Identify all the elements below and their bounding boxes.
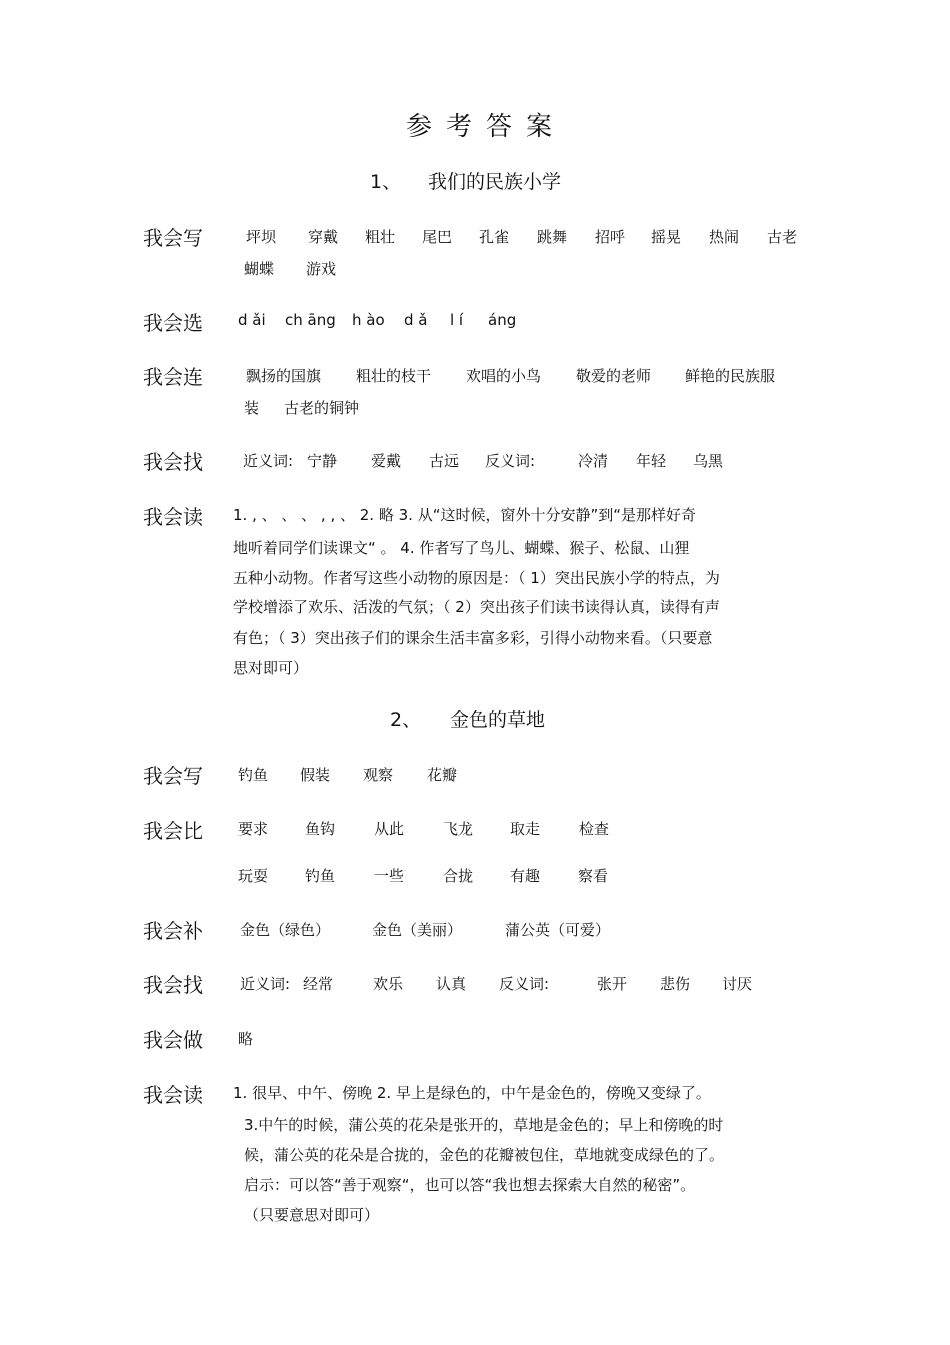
s1-connect-phrase: 鲜艳的民族服	[685, 367, 776, 385]
s1-read-line: 地听着同学们读课文“ 。 4. 作者写了鸟儿、蝴蝶、猴子、松鼠、山狸	[233, 539, 690, 557]
s1-read-label: 我会读	[143, 505, 203, 529]
s2-write-word: 钓鱼	[238, 766, 269, 784]
s1-write-word: 跳舞	[537, 228, 568, 246]
s2-antonym: 悲伤	[660, 975, 691, 993]
section-2-title: 金色的草地	[450, 709, 546, 731]
s2-synonym: 认真	[436, 975, 467, 993]
s1-read-line: 思对即可）	[233, 659, 309, 677]
s1-read-line: 1. , 、 、 、 , , 、 2. 略 3. 从“这时候，窗外十分安静”到“是那样好奇	[233, 506, 697, 524]
s2-read-line: （只要意思对即可）	[244, 1206, 380, 1224]
s1-connect-phrase: 装	[244, 399, 260, 417]
s2-read-label: 我会读	[143, 1083, 203, 1107]
s1-write-word: 尾巴	[422, 228, 453, 246]
s1-connect-phrase: 敬爱的老师	[576, 367, 652, 385]
s1-synonym-label: 近义词:	[243, 452, 294, 470]
s1-connect-phrase: 古老的铜钟	[284, 399, 360, 417]
s2-read-line: 启示：可以答“善于观察“，也可以答“我也想去探索大自然的秘密”。	[244, 1176, 696, 1194]
s2-compare-word: 一些	[374, 867, 405, 885]
s1-pinyin: ch āng	[285, 311, 336, 329]
s1-write-word: 古老	[767, 228, 798, 246]
s2-compare-word: 鱼钩	[305, 820, 336, 838]
s2-do-label: 我会做	[143, 1028, 203, 1052]
s1-read-line: 有色；（ 3）突出孩子们的课余生活丰富多彩，引得小动物来看。（只要意	[233, 629, 713, 647]
s1-write-label: 我会写	[143, 226, 203, 250]
s2-compare-word: 检查	[579, 820, 610, 838]
s2-write-label: 我会写	[143, 764, 203, 788]
s1-connect-label: 我会连	[143, 365, 203, 389]
s1-synonym: 古远	[429, 452, 460, 470]
section-1-title: 我们的民族小学	[428, 171, 562, 193]
s2-compare-word: 钓鱼	[305, 867, 336, 885]
s1-write-word: 热闹	[709, 228, 740, 246]
s2-compare-word: 有趣	[510, 867, 541, 885]
s1-connect-phrase: 粗壮的枝干	[356, 367, 432, 385]
s2-find-label: 我会找	[143, 973, 203, 997]
s1-pinyin: d ǎi	[238, 311, 266, 329]
s2-compare-word: 察看	[578, 867, 609, 885]
s1-find-label: 我会找	[143, 450, 203, 474]
s1-pinyin: h ào	[352, 311, 385, 329]
s1-write-word: 游戏	[306, 260, 337, 278]
s2-compare-label: 我会比	[143, 819, 203, 843]
s2-fill-phrase: 金色（绿色）	[240, 921, 331, 939]
s2-compare-word: 从此	[374, 820, 405, 838]
s1-pinyin: l í	[450, 311, 464, 329]
s2-write-word: 假装	[300, 766, 331, 784]
s1-antonym-label: 反义词:	[485, 452, 536, 470]
s1-write-word: 摇晃	[651, 228, 682, 246]
s2-synonym: 经常	[303, 975, 334, 993]
s1-write-word: 坪坝	[246, 228, 277, 246]
s1-write-word: 蝴蝶	[244, 260, 275, 278]
s1-pinyin: áng	[488, 311, 517, 329]
s2-do-answer: 略	[238, 1030, 254, 1048]
s2-read-line: 1. 很早、中午、傍晚 2. 早上是绿色的，中午是金色的，傍晚又变绿了。	[233, 1084, 711, 1102]
s2-antonym-label: 反义词:	[499, 975, 550, 993]
s2-synonym-label: 近义词:	[240, 975, 291, 993]
s1-synonym: 爱戴	[371, 452, 402, 470]
s1-antonym: 冷清	[578, 452, 609, 470]
s1-read-line: 学校增添了欢乐、活泼的气氛；（ 2）突出孩子们读书读得认真，读得有声	[233, 598, 720, 616]
s1-antonym: 年轻	[636, 452, 667, 470]
s2-compare-word: 玩耍	[238, 867, 269, 885]
s1-write-word: 穿戴	[308, 228, 339, 246]
s2-antonym: 讨厌	[722, 975, 753, 993]
section-2-number: 2、	[390, 709, 422, 731]
s2-fill-phrase: 金色（美丽）	[372, 921, 463, 939]
s2-fill-label: 我会补	[143, 919, 203, 943]
s1-choose-label: 我会选	[143, 311, 203, 335]
s2-read-line: 3.中午的时候，蒲公英的花朵是张开的，草地是金色的；早上和傍晚的时	[244, 1116, 724, 1134]
s1-connect-phrase: 欢唱的小鸟	[466, 367, 542, 385]
s2-write-word: 观察	[363, 766, 394, 784]
s1-write-word: 粗壮	[365, 228, 396, 246]
s1-pinyin: d ǎ	[404, 311, 428, 329]
s1-synonym: 宁静	[307, 452, 338, 470]
s1-connect-phrase: 飘扬的国旗	[246, 367, 322, 385]
s1-read-line: 五种小动物。作者写这些小动物的原因是：（ 1）突出民族小学的特点，为	[233, 569, 720, 587]
s2-synonym: 欢乐	[373, 975, 404, 993]
s1-antonym: 乌黑	[693, 452, 724, 470]
s1-write-word: 孔雀	[479, 228, 510, 246]
s2-read-line: 候，蒲公英的花朵是合拢的，金色的花瓣被包住，草地就变成绿色的了。	[244, 1146, 725, 1164]
s2-antonym: 张开	[597, 975, 628, 993]
s1-write-word: 招呼	[595, 228, 626, 246]
section-1-number: 1、	[370, 171, 402, 193]
s2-compare-word: 要求	[238, 820, 269, 838]
s2-compare-word: 飞龙	[443, 820, 474, 838]
s2-compare-word: 取走	[510, 820, 541, 838]
s2-write-word: 花瓣	[427, 766, 458, 784]
page-title: 参考答案	[406, 112, 567, 142]
s2-fill-phrase: 蒲公英（可爱）	[505, 921, 611, 939]
s2-compare-word: 合拢	[443, 867, 474, 885]
